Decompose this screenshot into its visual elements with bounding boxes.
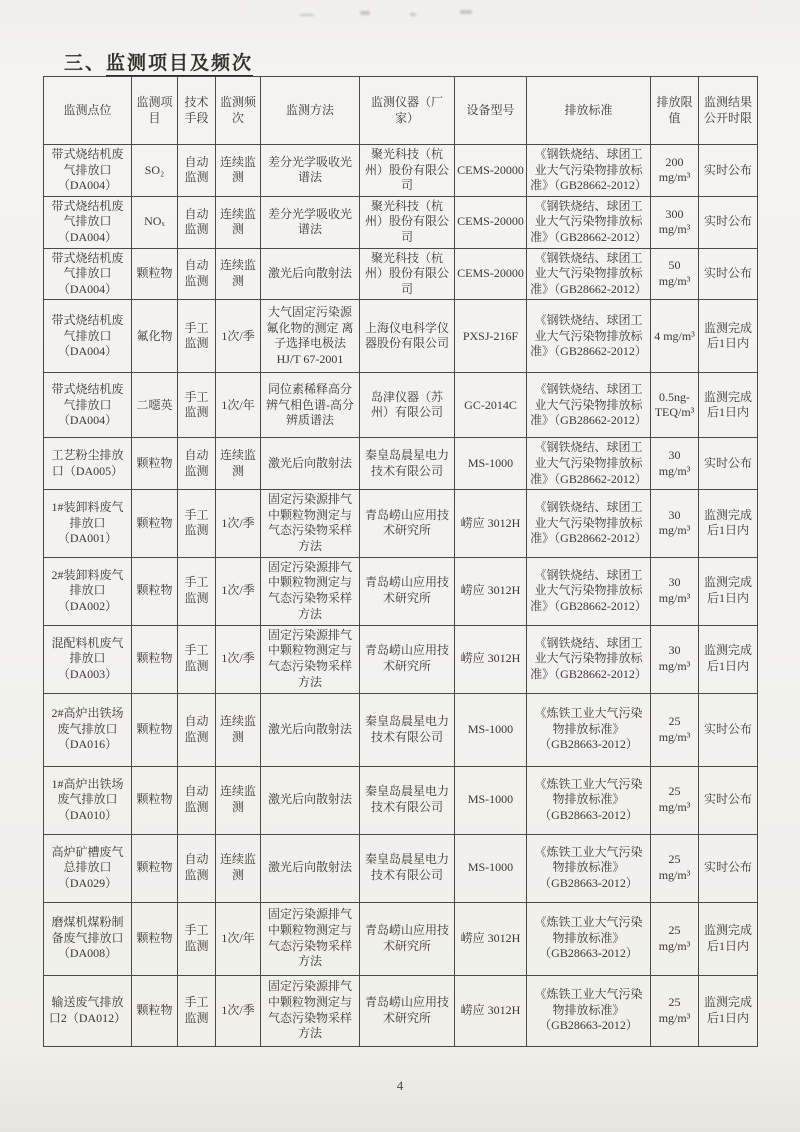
cell-freq: 1次/季: [216, 975, 261, 1046]
table-row: [44, 693, 758, 766]
cell-point: 2#高炉出铁场废气排放口（DA016）: [44, 693, 132, 766]
cell-standard: 《炼铁工业大气污染物排放标准》（GB28663-2012）: [527, 693, 651, 766]
cell-disclosure: 监测完成后1日内: [699, 975, 758, 1046]
cell-freq: 连续监测: [216, 834, 261, 902]
cell-tech: 自动监测: [178, 145, 216, 197]
header-freq: 监测频次: [216, 77, 261, 145]
page-title: [64, 48, 253, 75]
table-row: [44, 300, 758, 373]
cell-item: NOₓ: [132, 196, 178, 248]
cell-limit: 25 mg/m³: [651, 834, 699, 902]
cell-item: 颗粒物: [132, 557, 178, 625]
cell-tech: 自动监测: [178, 834, 216, 902]
cell-model: CEMS-20000: [455, 196, 527, 248]
cell-tech: 手工监测: [178, 902, 216, 975]
header-method: 监测方法: [261, 77, 360, 145]
cell-disclosure: 实时公布: [699, 438, 758, 490]
header-instrument: 监测仪器（厂家）: [360, 77, 455, 145]
cell-freq: 1次/季: [216, 300, 261, 373]
cell-item: 颗粒物: [132, 625, 178, 693]
cell-disclosure: 监测完成后1日内: [699, 902, 758, 975]
cell-tech: 手工监测: [178, 373, 216, 438]
cell-limit: 25 mg/m³: [651, 766, 699, 834]
cell-point: 1#高炉出铁场废气排放口（DA010）: [44, 766, 132, 834]
cell-tech: 自动监测: [178, 438, 216, 490]
cell-limit: 50 mg/m³: [651, 248, 699, 300]
cell-tech: 自动监测: [178, 693, 216, 766]
cell-point: 带式烧结机废气排放口（DA004）: [44, 373, 132, 438]
header-item: 监测项目: [132, 77, 178, 145]
cell-instrument: 秦皇岛晨星电力技术有限公司: [360, 438, 455, 490]
cell-instrument: 秦皇岛晨星电力技术有限公司: [360, 693, 455, 766]
cell-instrument: 青岛崂山应用技术研究所: [360, 902, 455, 975]
cell-disclosure: 实时公布: [699, 834, 758, 902]
cell-method: 激光后向散射法: [261, 834, 360, 902]
cell-tech: 手工监测: [178, 557, 216, 625]
cell-standard: 《炼铁工业大气污染物排放标准》（GB28663-2012）: [527, 902, 651, 975]
cell-method: 固定污染源排气中颗粒物测定与气态污染物采样方法: [261, 490, 360, 557]
cell-limit: 0.5ng-TEQ/m³: [651, 373, 699, 438]
cell-standard: 《钢铁烧结、球团工业大气污染物排放标准》（GB28662-2012）: [527, 490, 651, 557]
cell-model: 崂应 3012H: [455, 557, 527, 625]
cell-item: SO₂: [132, 145, 178, 197]
cell-freq: 连续监测: [216, 693, 261, 766]
cell-model: MS-1000: [455, 693, 527, 766]
cell-point: 带式烧结机废气排放口（DA004）: [44, 196, 132, 248]
page-title-prefix: 三、: [64, 53, 107, 74]
cell-method: 激光后向散射法: [261, 693, 360, 766]
cell-limit: 30 mg/m³: [651, 490, 699, 557]
table-row: [44, 196, 758, 248]
cell-item: 颗粒物: [132, 248, 178, 300]
cell-item: 颗粒物: [132, 693, 178, 766]
cell-model: PXSJ-216F: [455, 300, 527, 373]
cell-limit: 25 mg/m³: [651, 902, 699, 975]
cell-method: 激光后向散射法: [261, 438, 360, 490]
cell-model: GC-2014C: [455, 373, 527, 438]
table-row: [44, 834, 758, 902]
cell-standard: 《炼铁工业大气污染物排放标准》（GB28663-2012）: [527, 766, 651, 834]
page-number: 4: [396, 1078, 404, 1093]
cell-instrument: 秦皇岛晨星电力技术有限公司: [360, 766, 455, 834]
cell-method: 固定污染源排气中颗粒物测定与气态污染物采样方法: [261, 557, 360, 625]
table-row: [44, 248, 758, 300]
cell-standard: 《钢铁烧结、球团工业大气污染物排放标准》（GB28662-2012）: [527, 248, 651, 300]
scan-artifacts: [300, 8, 520, 22]
cell-model: 崂应 3012H: [455, 625, 527, 693]
cell-tech: 手工监测: [178, 490, 216, 557]
cell-freq: 1次/季: [216, 557, 261, 625]
cell-model: 崂应 3012H: [455, 975, 527, 1046]
table-row: [44, 625, 758, 693]
cell-method: 激光后向散射法: [261, 766, 360, 834]
cell-method: 固定污染源排气中颗粒物测定与气态污染物采样方法: [261, 975, 360, 1046]
cell-model: CEMS-20000: [455, 145, 527, 197]
cell-instrument: 岛津仪器（苏州）有限公司: [360, 373, 455, 438]
cell-item: 二噁英: [132, 373, 178, 438]
cell-point: 磨煤机煤粉制备废气排放口（DA008）: [44, 902, 132, 975]
cell-model: MS-1000: [455, 834, 527, 902]
cell-tech: 手工监测: [178, 975, 216, 1046]
cell-standard: 《钢铁烧结、球团工业大气污染物排放标准》（GB28662-2012）: [527, 557, 651, 625]
cell-standard: 《钢铁烧结、球团工业大气污染物排放标准》（GB28662-2012）: [527, 300, 651, 373]
cell-disclosure: 监测完成后1日内: [699, 625, 758, 693]
cell-method: 固定污染源排气中颗粒物测定与气态污染物采样方法: [261, 902, 360, 975]
cell-item: 颗粒物: [132, 438, 178, 490]
cell-item: 颗粒物: [132, 975, 178, 1046]
cell-standard: 《钢铁烧结、球团工业大气污染物排放标准》（GB28662-2012）: [527, 196, 651, 248]
table-row: [44, 766, 758, 834]
cell-item: 颗粒物: [132, 490, 178, 557]
cell-tech: 手工监测: [178, 300, 216, 373]
table-row: [44, 490, 758, 557]
cell-freq: 1次/年: [216, 373, 261, 438]
cell-freq: 连续监测: [216, 766, 261, 834]
cell-model: MS-1000: [455, 438, 527, 490]
cell-model: 崂应 3012H: [455, 902, 527, 975]
cell-point: 1#装卸料废气排放口（DA001）: [44, 490, 132, 557]
cell-limit: 30 mg/m³: [651, 625, 699, 693]
cell-limit: 300 mg/m³: [651, 196, 699, 248]
table-header-row: [44, 77, 758, 145]
cell-point: 输送废气排放口2（DA012）: [44, 975, 132, 1046]
cell-model: 崂应 3012H: [455, 490, 527, 557]
cell-instrument: 青岛崂山应用技术研究所: [360, 625, 455, 693]
cell-point: 带式烧结机废气排放口（DA004）: [44, 145, 132, 197]
monitoring-table: [43, 76, 758, 1047]
cell-standard: 《钢铁烧结、球团工业大气污染物排放标准》（GB28662-2012）: [527, 625, 651, 693]
cell-limit: 4 mg/m³: [651, 300, 699, 373]
cell-method: 差分光学吸收光谱法: [261, 145, 360, 197]
page-title-text: 监测项目及频次: [106, 53, 253, 77]
header-point: 监测点位: [44, 77, 132, 145]
header-disclosure: 监测结果公开时限: [699, 77, 758, 145]
cell-freq: 1次/季: [216, 490, 261, 557]
cell-freq: 连续监测: [216, 248, 261, 300]
cell-instrument: 聚光科技（杭州）股份有限公司: [360, 248, 455, 300]
cell-freq: 连续监测: [216, 196, 261, 248]
cell-instrument: 上海仪电科学仪器股份有限公司: [360, 300, 455, 373]
header-tech: 技术手段: [178, 77, 216, 145]
cell-disclosure: 实时公布: [699, 766, 758, 834]
cell-limit: 30 mg/m³: [651, 557, 699, 625]
cell-point: 高炉矿槽废气总排放口（DA029）: [44, 834, 132, 902]
cell-method: 同位素稀释高分辨气相色谱-高分辨质谱法: [261, 373, 360, 438]
cell-model: CEMS-20000: [455, 248, 527, 300]
cell-point: 带式烧结机废气排放口（DA004）: [44, 300, 132, 373]
cell-freq: 连续监测: [216, 438, 261, 490]
cell-instrument: 青岛崂山应用技术研究所: [360, 490, 455, 557]
cell-tech: 手工监测: [178, 625, 216, 693]
cell-point: 混配料机废气排放口（DA003）: [44, 625, 132, 693]
table-row: [44, 145, 758, 197]
cell-point: 带式烧结机废气排放口（DA004）: [44, 248, 132, 300]
cell-instrument: 聚光科技（杭州）股份有限公司: [360, 145, 455, 197]
cell-disclosure: 实时公布: [699, 196, 758, 248]
cell-instrument: 秦皇岛晨星电力技术有限公司: [360, 834, 455, 902]
cell-tech: 自动监测: [178, 248, 216, 300]
cell-limit: 25 mg/m³: [651, 975, 699, 1046]
cell-method: 大气固定污染源 氟化物的测定 离子选择电极法 HJ/T 67-2001: [261, 300, 360, 373]
cell-item: 颗粒物: [132, 834, 178, 902]
table-row: [44, 373, 758, 438]
cell-method: 差分光学吸收光谱法: [261, 196, 360, 248]
cell-standard: 《炼铁工业大气污染物排放标准》（GB28663-2012）: [527, 975, 651, 1046]
cell-limit: 30 mg/m³: [651, 438, 699, 490]
cell-instrument: 青岛崂山应用技术研究所: [360, 975, 455, 1046]
header-model: 设备型号: [455, 77, 527, 145]
cell-disclosure: 实时公布: [699, 248, 758, 300]
cell-freq: 连续监测: [216, 145, 261, 197]
cell-disclosure: 监测完成后1日内: [699, 490, 758, 557]
header-limit: 排放限值: [651, 77, 699, 145]
table-row: [44, 902, 758, 975]
cell-point: 2#装卸料废气排放口（DA002）: [44, 557, 132, 625]
cell-method: 激光后向散射法: [261, 248, 360, 300]
cell-disclosure: 监测完成后1日内: [699, 557, 758, 625]
cell-instrument: 青岛崂山应用技术研究所: [360, 557, 455, 625]
cell-point: 工艺粉尘排放口（DA005）: [44, 438, 132, 490]
cell-freq: 1次/年: [216, 902, 261, 975]
cell-standard: 《钢铁烧结、球团工业大气污染物排放标准》（GB28662-2012）: [527, 373, 651, 438]
cell-freq: 1次/季: [216, 625, 261, 693]
cell-standard: 《钢铁烧结、球团工业大气污染物排放标准》（GB28662-2012）: [527, 145, 651, 197]
cell-tech: 自动监测: [178, 766, 216, 834]
cell-disclosure: 监测完成后1日内: [699, 300, 758, 373]
cell-limit: 200 mg/m³: [651, 145, 699, 197]
cell-item: 氟化物: [132, 300, 178, 373]
cell-tech: 自动监测: [178, 196, 216, 248]
cell-disclosure: 实时公布: [699, 145, 758, 197]
cell-item: 颗粒物: [132, 902, 178, 975]
cell-instrument: 聚光科技（杭州）股份有限公司: [360, 196, 455, 248]
cell-limit: 25 mg/m³: [651, 693, 699, 766]
cell-standard: 《炼铁工业大气污染物排放标准》（GB28663-2012）: [527, 834, 651, 902]
cell-disclosure: 实时公布: [699, 693, 758, 766]
table-row: [44, 557, 758, 625]
cell-disclosure: 监测完成后1日内: [699, 373, 758, 438]
cell-item: 颗粒物: [132, 766, 178, 834]
header-standard: 排放标准: [527, 77, 651, 145]
cell-method: 固定污染源排气中颗粒物测定与气态污染物采样方法: [261, 625, 360, 693]
cell-standard: 《钢铁烧结、球团工业大气污染物排放标准》（GB28662-2012）: [527, 438, 651, 490]
cell-model: MS-1000: [455, 766, 527, 834]
table-row: [44, 438, 758, 490]
table-row: [44, 975, 758, 1046]
